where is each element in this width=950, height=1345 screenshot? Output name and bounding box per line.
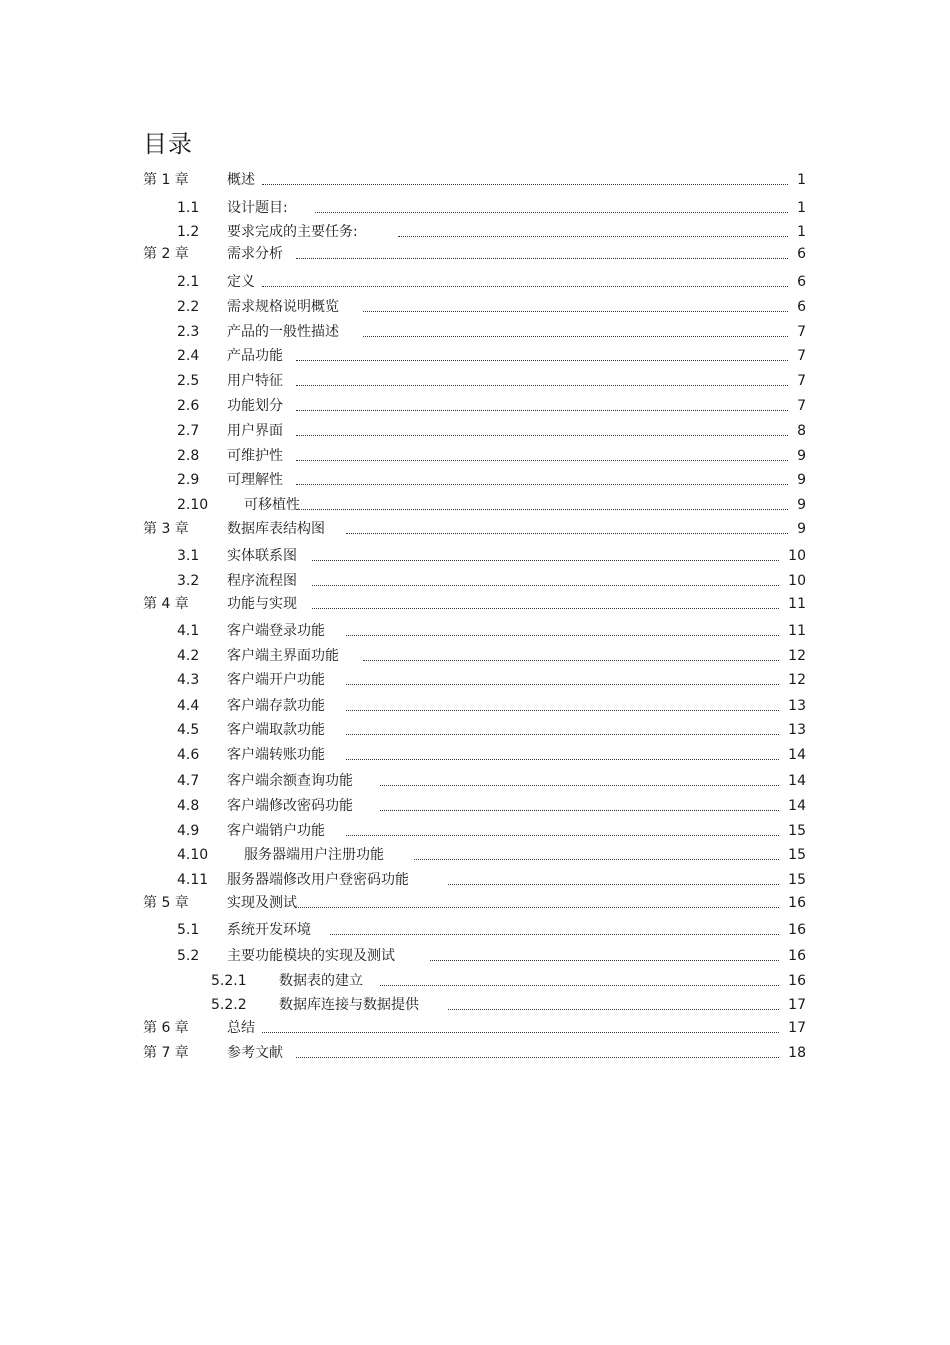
- toc-entry-title: 用户特征: [227, 373, 283, 389]
- toc-dot-leader: [296, 371, 788, 386]
- toc-entry-page: 16: [788, 973, 806, 989]
- toc-dot-leader: [296, 1043, 779, 1058]
- toc-entry-title: 客户端登录功能: [227, 623, 325, 639]
- toc-entry-number: 第 1 章: [143, 172, 189, 188]
- toc-entry-title: 要求完成的主要任务:: [227, 224, 358, 240]
- toc-dot-leader: [262, 272, 788, 287]
- toc-entry-number: 2.1: [177, 274, 200, 290]
- toc-entry-page: 9: [797, 497, 806, 513]
- toc-title: 目录: [143, 130, 193, 158]
- toc-entry-page: 11: [788, 623, 806, 639]
- toc-entry-page: 6: [797, 299, 806, 315]
- toc-entry[interactable]: [0, 720, 806, 740]
- toc-entry-title: 实体联系图: [227, 548, 297, 564]
- toc-entry[interactable]: [0, 1043, 806, 1063]
- toc-entry-page: 6: [797, 246, 806, 262]
- toc-entry-page: 8: [797, 423, 806, 439]
- toc-entry-number: 4.2: [177, 648, 200, 664]
- toc-entry[interactable]: [0, 995, 806, 1015]
- toc-entry-page: 7: [797, 373, 806, 389]
- toc-dot-leader: [363, 322, 788, 337]
- toc-entry-number: 2.6: [177, 398, 200, 414]
- toc-entry-title: 可理解性: [227, 472, 283, 488]
- toc-dot-leader: [363, 646, 779, 661]
- toc-dot-leader: [448, 995, 779, 1010]
- toc-entry[interactable]: [0, 946, 806, 966]
- toc-entry[interactable]: [0, 796, 806, 816]
- toc-entry-title: 数据库连接与数据提供: [279, 997, 419, 1013]
- toc-entry[interactable]: [0, 696, 806, 716]
- toc-entry-page: 11: [788, 596, 806, 612]
- toc-dot-leader: [296, 495, 788, 510]
- toc-entry-page: 16: [788, 948, 806, 964]
- toc-entry-number: 4.3: [177, 672, 200, 688]
- toc-entry[interactable]: [0, 446, 806, 466]
- toc-entry-title: 设计题目:: [227, 200, 288, 216]
- toc-entry-page: 14: [788, 773, 806, 789]
- toc-entry-title: 客户端开户功能: [227, 672, 325, 688]
- toc-entry-title: 总结: [227, 1020, 255, 1036]
- toc-entry[interactable]: [0, 322, 806, 342]
- toc-entry-title: 程序流程图: [227, 573, 297, 589]
- toc-entry-number: 第 2 章: [143, 246, 189, 262]
- toc-entry-number: 2.9: [177, 472, 200, 488]
- toc-entry-page: 10: [788, 573, 806, 589]
- toc-entry-number: 4.6: [177, 747, 200, 763]
- toc-entry-page: 9: [797, 472, 806, 488]
- toc-dot-leader: [363, 297, 788, 312]
- toc-dot-leader: [262, 1018, 779, 1033]
- toc-entry-number: 5.2.1: [211, 973, 247, 989]
- toc-entry-title: 服务器端用户注册功能: [244, 847, 384, 863]
- toc-entry-page: 17: [788, 997, 806, 1013]
- toc-dot-leader: [296, 470, 788, 485]
- toc-entry-page: 18: [788, 1045, 806, 1061]
- toc-entry-number: 5.1: [177, 922, 200, 938]
- toc-entry-title: 客户端取款功能: [227, 722, 325, 738]
- toc-dot-leader: [346, 621, 779, 636]
- toc-entry-page: 1: [797, 172, 806, 188]
- toc-entry-title: 实现及测试: [227, 895, 297, 911]
- toc-entry-number: 3.1: [177, 548, 200, 564]
- toc-entry-title: 数据表的建立: [279, 973, 363, 989]
- toc-entry-page: 15: [788, 872, 806, 888]
- toc-entry-title: 需求规格说明概览: [227, 299, 339, 315]
- toc-entry-title: 功能划分: [227, 398, 283, 414]
- toc-entry-page: 9: [797, 448, 806, 464]
- toc-entry[interactable]: [0, 870, 806, 890]
- toc-entry-page: 6: [797, 274, 806, 290]
- toc-entry[interactable]: [0, 222, 806, 242]
- toc-entry[interactable]: [0, 670, 806, 690]
- toc-entry-title: 需求分析: [227, 246, 283, 262]
- toc-entry-title: 产品的一般性描述: [227, 324, 339, 340]
- toc-entry-page: 15: [788, 823, 806, 839]
- toc-entry[interactable]: [0, 621, 806, 641]
- toc-entry[interactable]: [0, 371, 806, 391]
- toc-dot-leader: [296, 396, 788, 411]
- toc-entry-page: 9: [797, 521, 806, 537]
- toc-dot-leader: [296, 244, 788, 259]
- toc-dot-leader: [346, 696, 779, 711]
- toc-entry-number: 2.8: [177, 448, 200, 464]
- toc-entry-page: 10: [788, 548, 806, 564]
- toc-dot-leader: [346, 670, 779, 685]
- toc-entry[interactable]: [0, 297, 806, 317]
- toc-entry-page: 1: [797, 200, 806, 216]
- toc-dot-leader: [330, 920, 779, 935]
- toc-entry[interactable]: [0, 470, 806, 490]
- toc-entry-title: 客户端转账功能: [227, 747, 325, 763]
- toc-entry[interactable]: [0, 571, 806, 591]
- toc-entry-page: 14: [788, 747, 806, 763]
- toc-entry-page: 17: [788, 1020, 806, 1036]
- toc-entry-title: 产品功能: [227, 348, 283, 364]
- toc-entry[interactable]: [0, 546, 806, 566]
- toc-entry-title: 客户端主界面功能: [227, 648, 339, 664]
- toc-dot-leader: [262, 170, 788, 185]
- toc-entry-page: 16: [788, 895, 806, 911]
- toc-entry[interactable]: [0, 346, 806, 366]
- toc-dot-leader: [312, 571, 779, 586]
- toc-entry[interactable]: [0, 893, 806, 913]
- toc-dot-leader: [380, 771, 779, 786]
- toc-dot-leader: [312, 594, 779, 609]
- toc-dot-leader: [312, 546, 779, 561]
- toc-dot-leader: [296, 893, 779, 908]
- toc-entry-number: 4.1: [177, 623, 200, 639]
- toc-entry-number: 第 3 章: [143, 521, 189, 537]
- toc-entry[interactable]: [0, 244, 806, 264]
- toc-entry-title: 数据库表结构图: [227, 521, 325, 537]
- toc-entry-title: 主要功能模块的实现及测试: [227, 948, 395, 964]
- toc-dot-leader: [296, 446, 788, 461]
- toc-dot-leader: [430, 946, 779, 961]
- toc-entry-number: 4.5: [177, 722, 200, 738]
- toc-entry-number: 4.7: [177, 773, 200, 789]
- toc-entry-title: 系统开发环境: [227, 922, 311, 938]
- toc-entry-page: 12: [788, 648, 806, 664]
- toc-entry[interactable]: [0, 421, 806, 441]
- toc-entry-title: 用户界面: [227, 423, 283, 439]
- toc-entry-number: 4.11: [177, 872, 209, 888]
- toc-entry-number: 4.4: [177, 698, 200, 714]
- toc-entry-title: 参考文献: [227, 1045, 283, 1061]
- toc-dot-leader: [315, 198, 788, 213]
- toc-entry[interactable]: [0, 646, 806, 666]
- toc-entry[interactable]: [0, 198, 806, 218]
- toc-entry[interactable]: [0, 1018, 806, 1038]
- toc-entry-number: 3.2: [177, 573, 200, 589]
- toc-entry-number: 1.2: [177, 224, 200, 240]
- toc-entry-number: 4.9: [177, 823, 200, 839]
- toc-entry-number: 第 5 章: [143, 895, 189, 911]
- toc-dot-leader: [398, 222, 788, 237]
- toc-entry-title: 定义: [227, 274, 255, 290]
- toc-entry-number: 5.2: [177, 948, 200, 964]
- toc-entry[interactable]: [0, 771, 806, 791]
- toc-entry-number: 1.1: [177, 200, 200, 216]
- toc-entry-title: 功能与实现: [227, 596, 297, 612]
- toc-entry-title: 客户端修改密码功能: [227, 798, 353, 814]
- toc-entry[interactable]: [0, 495, 806, 515]
- toc-entry-title: 可维护性: [227, 448, 283, 464]
- toc-entry[interactable]: [0, 594, 806, 614]
- toc-entry-number: 5.2.2: [211, 997, 247, 1013]
- toc-entry-number: 2.5: [177, 373, 200, 389]
- toc-entry-number: 2.4: [177, 348, 200, 364]
- toc-dot-leader: [346, 720, 779, 735]
- toc-entry-title: 可移植性: [244, 497, 300, 513]
- toc-dot-leader: [296, 421, 788, 436]
- toc-entry[interactable]: [0, 745, 806, 765]
- toc-entry-page: 15: [788, 847, 806, 863]
- toc-dot-leader: [380, 971, 779, 986]
- toc-entry-number: 第 7 章: [143, 1045, 189, 1061]
- toc-dot-leader: [296, 346, 788, 361]
- toc-entry-title: 客户端存款功能: [227, 698, 325, 714]
- toc-entry-number: 第 6 章: [143, 1020, 189, 1036]
- toc-entry-page: 7: [797, 324, 806, 340]
- toc-entry-title: 概述: [227, 172, 255, 188]
- toc-entry-title: 服务器端修改用户登密码功能: [227, 872, 409, 888]
- toc-entry[interactable]: [0, 845, 806, 865]
- toc-dot-leader: [346, 519, 788, 534]
- toc-entry-page: 13: [788, 722, 806, 738]
- toc-dot-leader: [448, 870, 779, 885]
- toc-entry-page: 14: [788, 798, 806, 814]
- toc-entry-page: 1: [797, 224, 806, 240]
- toc-entry-page: 7: [797, 398, 806, 414]
- toc-entry[interactable]: [0, 272, 806, 292]
- toc-dot-leader: [346, 745, 779, 760]
- toc-entry-page: 16: [788, 922, 806, 938]
- toc-entry-page: 12: [788, 672, 806, 688]
- toc-entry-number: 2.2: [177, 299, 200, 315]
- toc-entry-number: 2.7: [177, 423, 200, 439]
- toc-entry-number: 2.3: [177, 324, 200, 340]
- toc-dot-leader: [346, 821, 779, 836]
- toc-entry[interactable]: [0, 170, 806, 190]
- toc-entry[interactable]: [0, 396, 806, 416]
- toc-entry[interactable]: [0, 971, 806, 991]
- toc-entry-number: 4.10: [177, 847, 209, 863]
- toc-entry-title: 客户端销户功能: [227, 823, 325, 839]
- toc-entry[interactable]: [0, 920, 806, 940]
- toc-entry[interactable]: [0, 519, 806, 539]
- toc-entry[interactable]: [0, 821, 806, 841]
- toc-dot-leader: [414, 845, 779, 860]
- toc-entry-page: 7: [797, 348, 806, 364]
- toc-entry-title: 客户端余额查询功能: [227, 773, 353, 789]
- toc-entry-number: 4.8: [177, 798, 200, 814]
- toc-dot-leader: [380, 796, 779, 811]
- toc-entry-page: 13: [788, 698, 806, 714]
- toc-entry-number: 第 4 章: [143, 596, 189, 612]
- toc-entry-number: 2.10: [177, 497, 209, 513]
